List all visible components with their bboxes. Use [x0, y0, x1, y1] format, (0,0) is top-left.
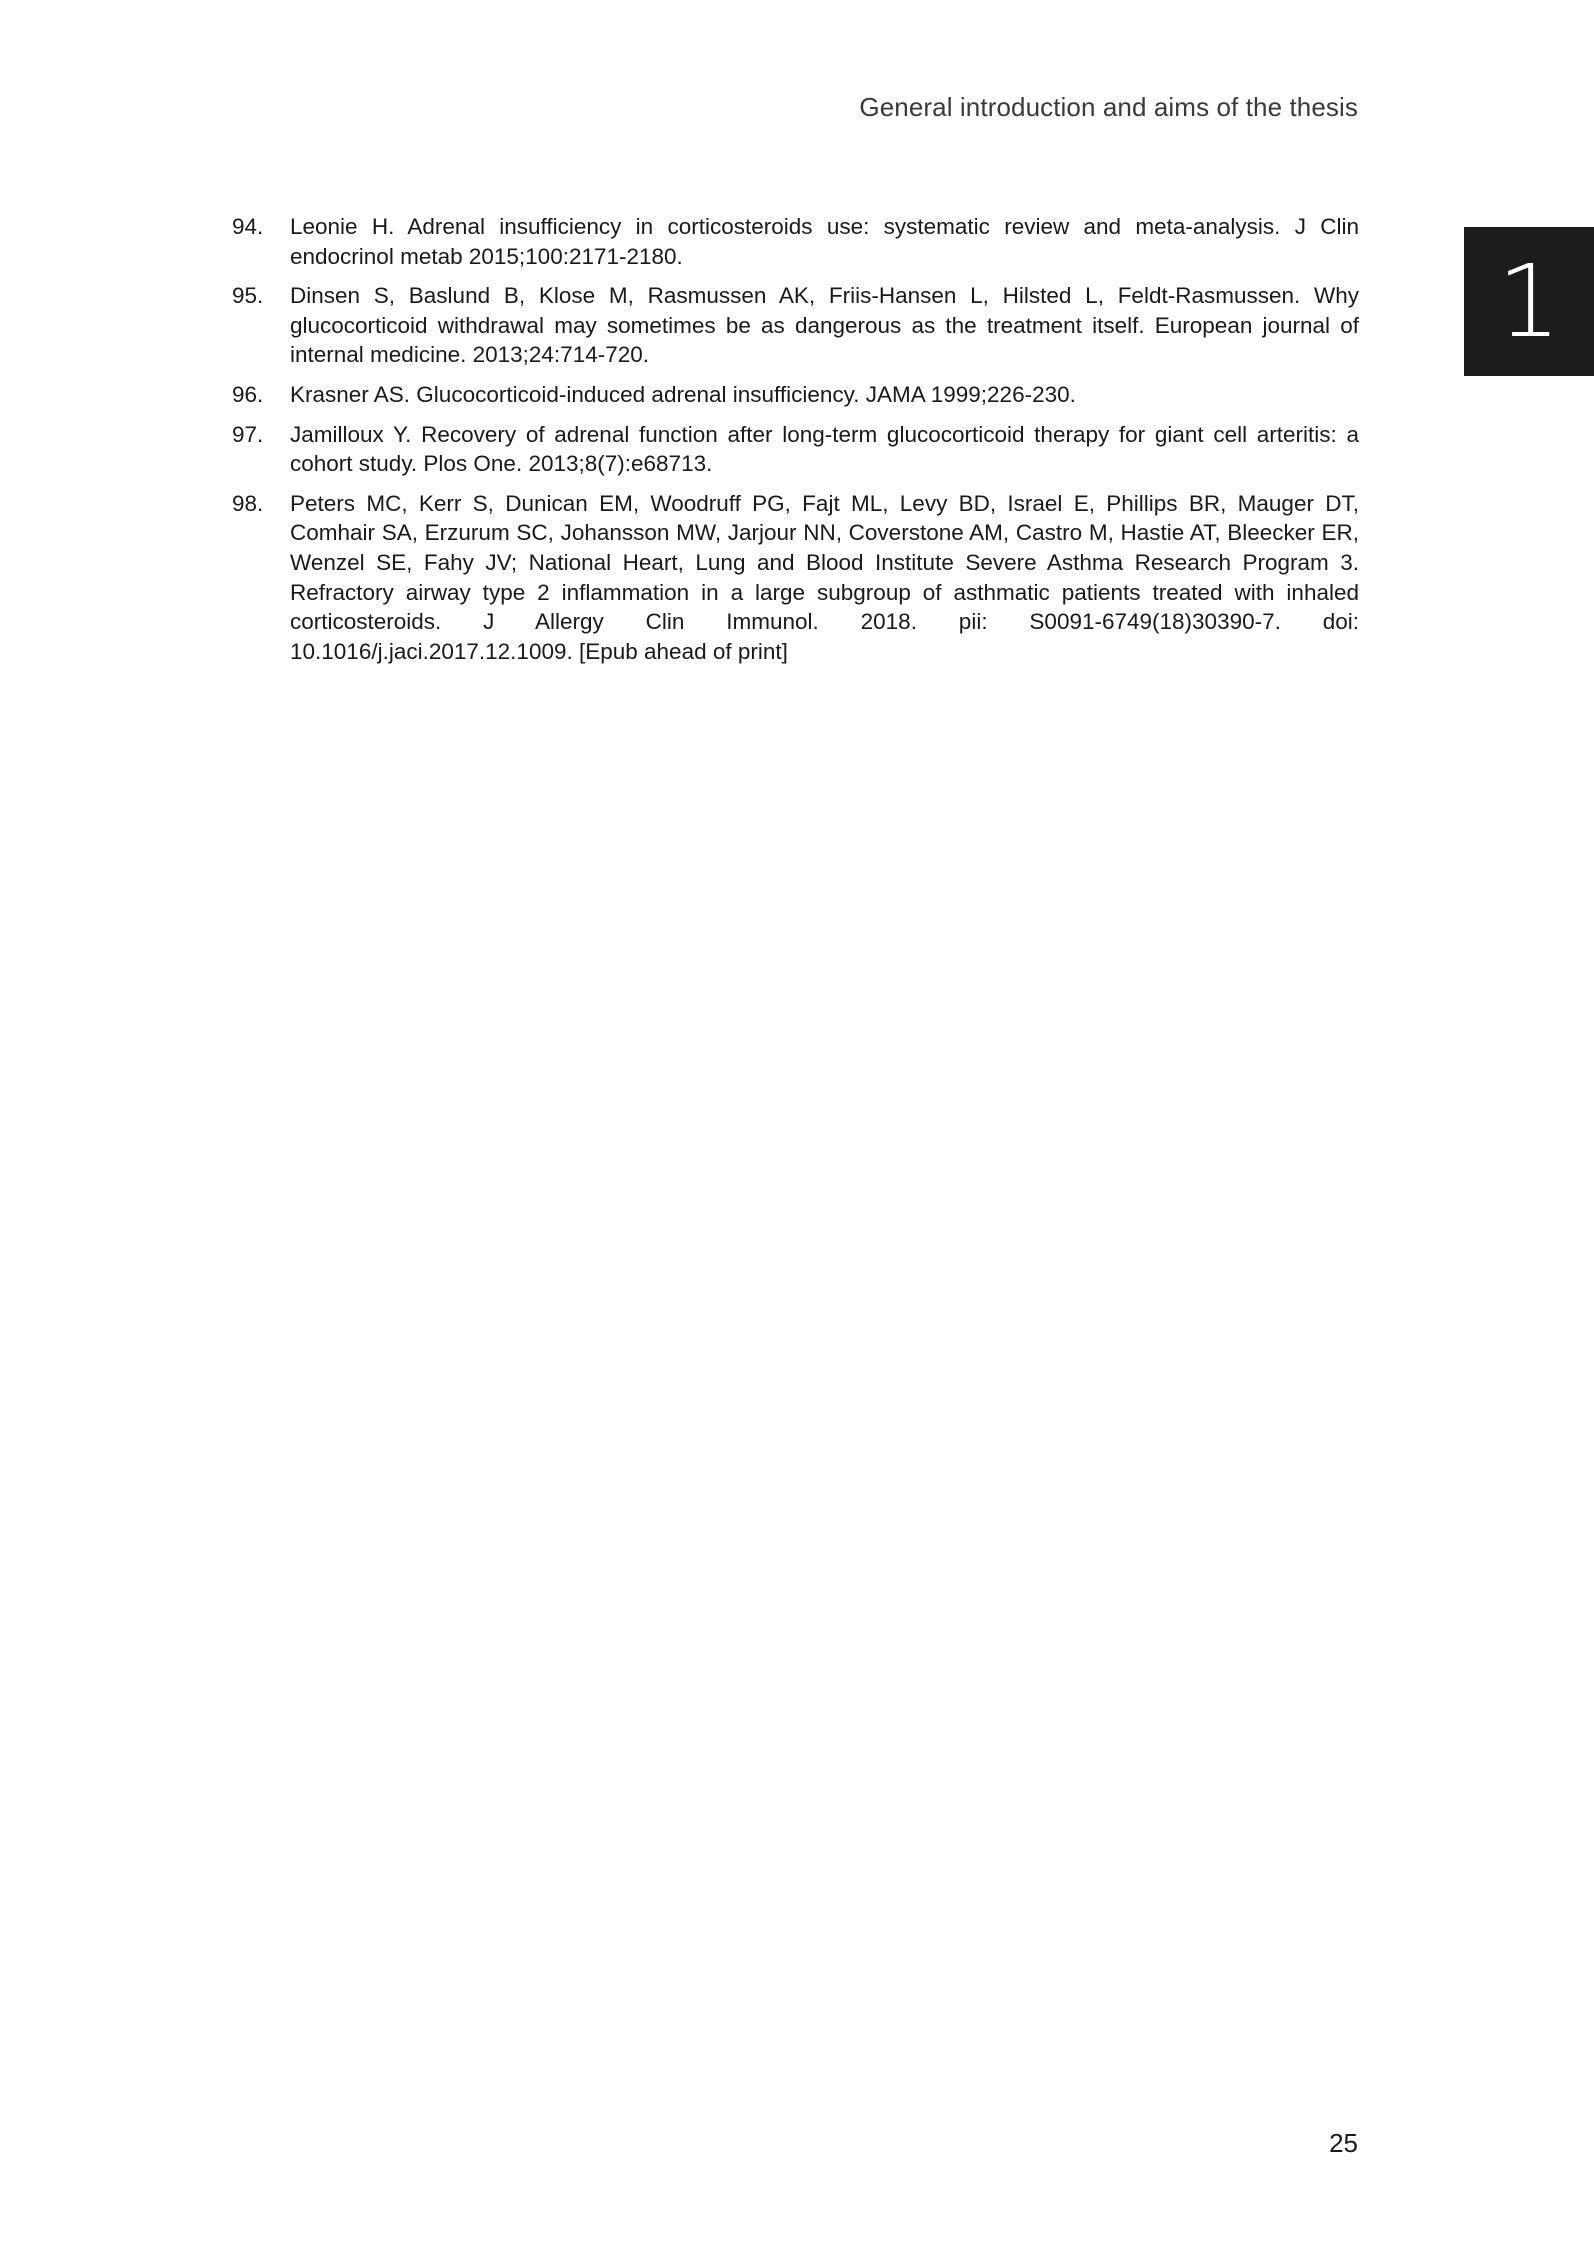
reference-text: Leonie H. Adrenal insufficiency in corticosteroids use: systematic review and meta-analysis. J Clin endocrinol metab 2015;100:2171-2180. [290, 214, 1359, 269]
reference-text: Jamilloux Y. Recovery of adrenal function after long-term glucocorticoid therapy for giant cell arteritis: a cohort study. Plos One. 2013;8(7):e68713. [290, 421, 1359, 477]
reference-item [232, 380, 1359, 410]
reference-number: 96. [232, 381, 264, 407]
reference-number: 98. [232, 490, 264, 516]
reference-item [232, 489, 1359, 667]
reference-text: Dinsen S, Baslund B, Klose M, Rasmussen AK, Friis-Hansen L, Hilsted L, Feldt-Rasmussen. Why glucocorticoid withdrawal may sometimes be as dangerous as the treatment itself. European journal of internal medicine. 2013;24:714-720. [290, 283, 1359, 368]
reference-number: 94. [232, 214, 264, 239]
reference-item [232, 281, 1359, 370]
reference-item [232, 420, 1359, 479]
reference-text: Peters MC, Kerr S, Dunican EM, Woodruff PG, Fajt ML, Levy BD, Israel E, Phillips BR, Mauger DT, Comhair SA, Erzurum SC, Johansson MW, Jarjour NN, Coverstone AM, Castro M, Hastie AT, Bleecker ER, Wenzel SE, Fahy JV; National Heart, Lung and Blood Institute Severe Asthma Research Program 3. Refractory airway type 2 inflammation in a large subgroup of asthmatic patients treated with inhaled corticosteroids. J Allergy Clin Immunol. 2018. pii: S0091-6749(18)30390-7. doi: 10.1016/j.jaci.2017.12.1009. [Epub ahead of print] [290, 490, 1359, 664]
reference-text: Krasner AS. Glucocorticoid-induced adrenal insufficiency. JAMA 1999;226-230. [290, 381, 1076, 407]
reference-number: 95. [232, 283, 264, 309]
reference-number: 97. [232, 421, 264, 447]
page-number: 25 [1329, 2128, 1358, 2158]
reference-list [232, 212, 1359, 676]
reference-item [232, 212, 1359, 271]
running-header: General introduction and aims of the thesis [859, 92, 1358, 122]
chapter-number: 1 [1497, 242, 1561, 360]
chapter-tab [1464, 227, 1594, 376]
